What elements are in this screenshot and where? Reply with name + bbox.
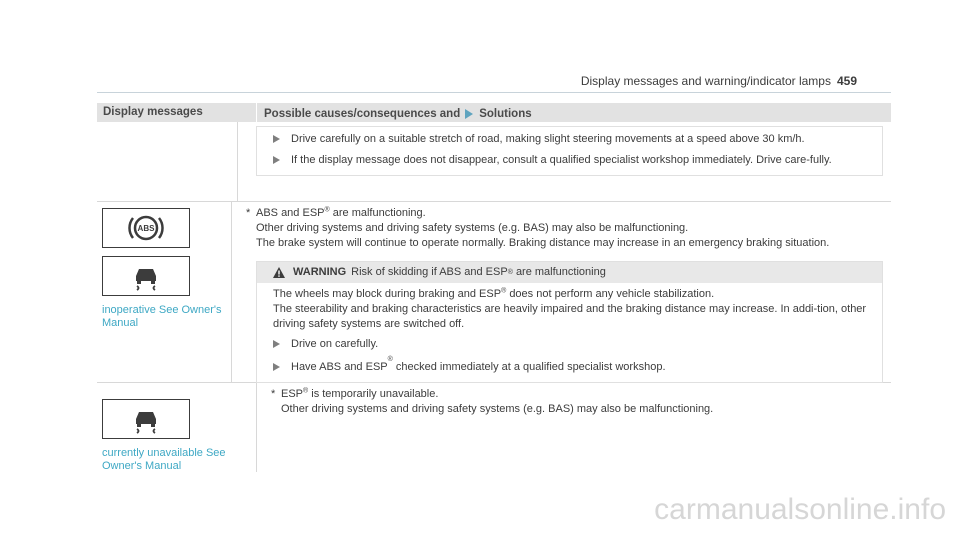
solutions-arrow-icon [465, 109, 473, 119]
step-arrow-icon [273, 135, 280, 143]
page-number: 459 [836, 74, 857, 88]
warning-box: WARNING Risk of skidding if ABS and ESP ® are malfunctioning The wheels may block during braking and ESP® does not perform any vehicle stabilization. The steerability and braking characteristics are heavily impaired and the braking distance may increase. In addi-tion, other driving safety systems are switched off. Drive on carefully. Have ABS and ESP ® checked immediately at a qualified specialist workshop. [256, 261, 883, 383]
table-row: currently unavailable See Owner's Manual * ESP® is temporarily unavailable. Other driving systems and driving safety systems (e.g. BAS) may also be malfunctioning. [97, 383, 891, 472]
page-header [581, 74, 857, 88]
messages-table [97, 103, 891, 472]
table-row [97, 122, 891, 202]
cause-line: The brake system will continue to operate normally. Braking distance may increase in an emergency braking situation. [256, 237, 830, 249]
esp-skid-icon [102, 399, 190, 439]
abs-warning-icon [102, 208, 190, 248]
watermark: carmanualsonline.info [654, 493, 946, 526]
col-causes-solutions: Possible causes/consequences and Solutions [264, 108, 532, 120]
steps-box [256, 126, 883, 176]
list-item: If the display message does not disappear, consult a qualified specialist workshop immediately. Drive care-fully. [257, 150, 882, 171]
step-arrow-icon [273, 363, 280, 371]
cause-line: ESP® is temporarily unavailable. [281, 387, 439, 400]
warning-label: WARNING [293, 266, 347, 278]
step-arrow-icon [273, 340, 280, 348]
cause-line: Other driving systems and driving safety systems (e.g. BAS) may also be malfunctioning. [281, 403, 714, 415]
list-item: Drive on carefully. [257, 332, 882, 355]
header-rule [97, 92, 891, 93]
col-display-messages: Display messages [97, 103, 257, 122]
esp-skid-icon [102, 256, 190, 296]
list-item: Drive carefully on a suitable stretch of road, making slight steering movements at a speed above 30 km/h. [257, 129, 882, 150]
table-row: ABS inoperative See Owner's Manual * ABS and ESP® are malfunctioning. Other driving systems and driving safety systems (e.g. BAS) may also be malfunctioning. The brake system will continue to operate normally. Braking distance may increase in an emergency braking situation. WARNING Risk of skidding if ABS and ESP ® are malfunctioning The wheels may block during braking and ESP® does not perform any vehicle stabilization. The steerability and braking characteristics are heavily impaired and the braking distance may increase. In addi-tion, other driving safety systems are switched off. Drive on carefully. Have ABS and ESP ® checked immediately at a qualified specialist workshop. [97, 202, 891, 383]
message-text: inoperative See Owner's Manual [102, 304, 222, 329]
step-arrow-icon [273, 156, 280, 164]
list-item: Have ABS and ESP ® checked immediately at a qualified specialist workshop. [257, 355, 882, 378]
table-header [97, 103, 891, 122]
cause-line: ABS and ESP® are malfunctioning. [256, 206, 426, 219]
header-title: Display messages and warning/indicator lamps [580, 74, 831, 88]
warning-triangle-icon [273, 267, 285, 278]
cause-line: Other driving systems and driving safety systems (e.g. BAS) may also be malfunctioning. [256, 222, 689, 234]
message-text: currently unavailable See Owner's Manual [102, 447, 226, 472]
svg-text:ABS: ABS [137, 224, 155, 233]
